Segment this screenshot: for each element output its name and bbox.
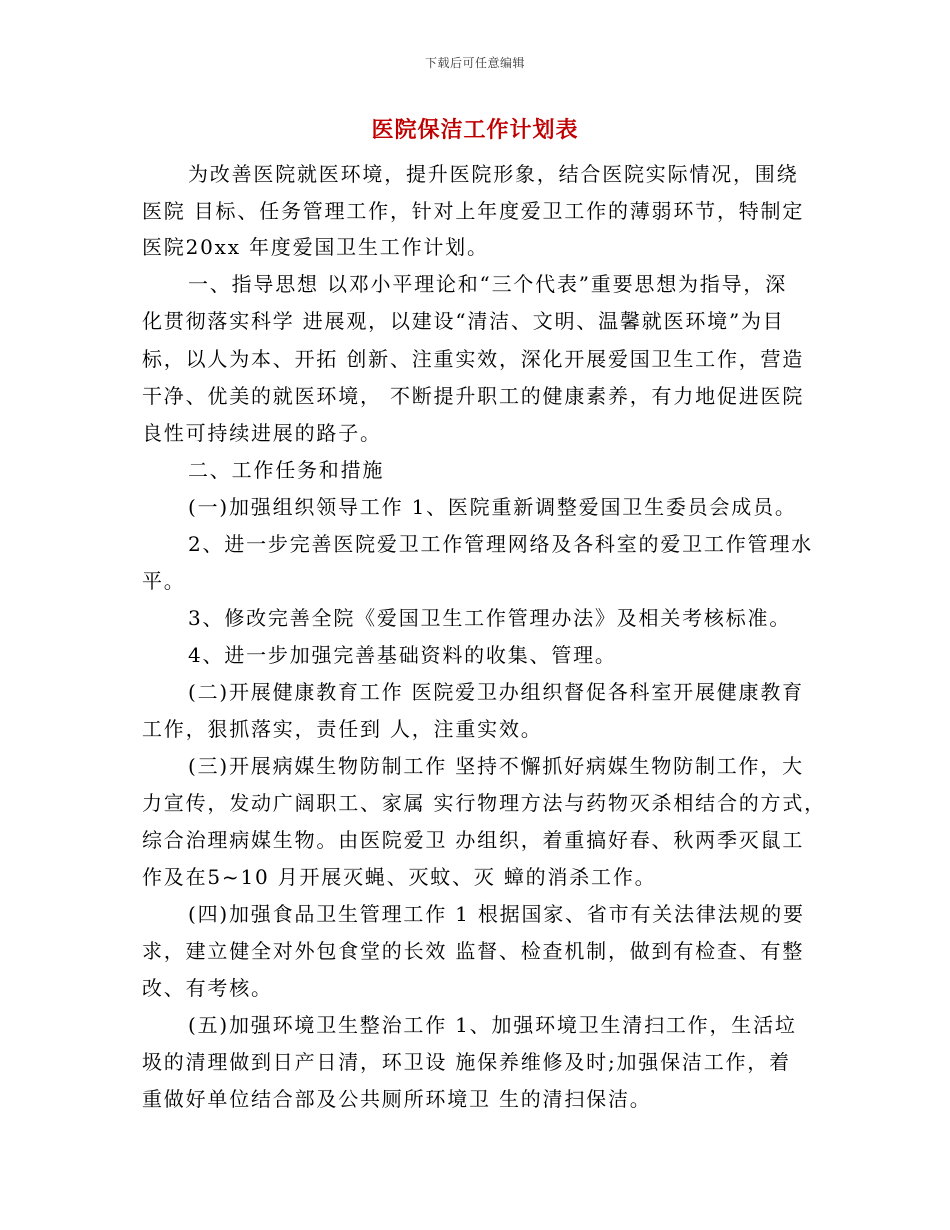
body-line: (四)加强食品卫生管理工作 1 根据国家、省市有关法律法规的要 (188, 902, 805, 926)
body-line: 圾的清理做到日产日清，环卫设 施保养维修及时;加强保洁工作，着 (142, 1050, 791, 1074)
body-line: 良性可持续进展的路子。 (142, 421, 382, 445)
body-line: 为改善医院就医环境，提升医院形象，结合医院实际情况，围绕 (188, 162, 799, 186)
body-line: 4、进一步加强完善基础资料的收集、管理。 (188, 643, 617, 667)
body-line: (三)开展病媒生物防制工作 坚持不懈抓好病媒生物防制工作，大 (188, 754, 804, 778)
body-line: 求，建立健全对外包食堂的长效 监督、检查机制，做到有检查、有整 (142, 939, 805, 963)
body-line: 力宣传，发动广阔职工、家属 实行物理方法与药物灭杀相结合的方式， (142, 791, 826, 815)
body-line: 医院 目标、任务管理工作，针对上年度爱卫工作的薄弱环节，特制定 (142, 199, 805, 223)
section-heading: 二、工作任务和措施 (188, 458, 385, 482)
body-line: 重做好单位结合部及公共厕所环境卫 生的清扫保洁。 (142, 1087, 652, 1111)
body-line: 工作，狠抓落实，责任到 人，注重实效。 (142, 717, 543, 741)
body-line: 作及在5~10 月开展灭蝇、灭蚊、灭 蟑的消杀工作。 (142, 865, 657, 889)
page-header-note: 下载后可任意编辑 (424, 56, 525, 70)
body-line: 综合治理病媒生物。由医院爱卫 办组织，着重搞好春、秋两季灭鼠工 (142, 828, 805, 852)
body-line: 干净、优美的就医环境， 不断提升职工的健康素养，有力地促进医院 (142, 384, 805, 408)
body-line: (五)加强环境卫生整治工作 1、加强环境卫生清扫工作，生活垃 (188, 1013, 797, 1037)
body-line: 3、修改完善全院《爱国卫生工作管理办法》及相关考核标准。 (188, 606, 792, 630)
body-line: 改、有考核。 (142, 976, 273, 1000)
body-line: 平。 (142, 569, 186, 593)
body-line: 2、进一步完善医院爱卫工作管理网络及各科室的爱卫工作管理水 (188, 532, 813, 556)
body-line: (二)开展健康教育工作 医院爱卫办组织督促各科室开展健康教育 (188, 680, 804, 704)
body-line: 标，以人为本、开拓 创新、注重实效，深化开展爱国卫生工作，营造 (142, 347, 805, 371)
body-line: (一)加强组织领导工作 1、医院重新调整爱国卫生委员会成员。 (188, 495, 797, 519)
body-line: 化贯彻落实科学 进展观，以建设“清洁、文明、温馨就医环境”为目 (142, 309, 785, 333)
body-line: 一、指导思想 以邓小平理论和“三个代表”重要思想为指导，深 (188, 272, 788, 296)
document-title: 医院保洁工作计划表 (371, 117, 579, 143)
body-line: 医院20xx 年度爱国卫生工作计划。 (142, 235, 489, 259)
